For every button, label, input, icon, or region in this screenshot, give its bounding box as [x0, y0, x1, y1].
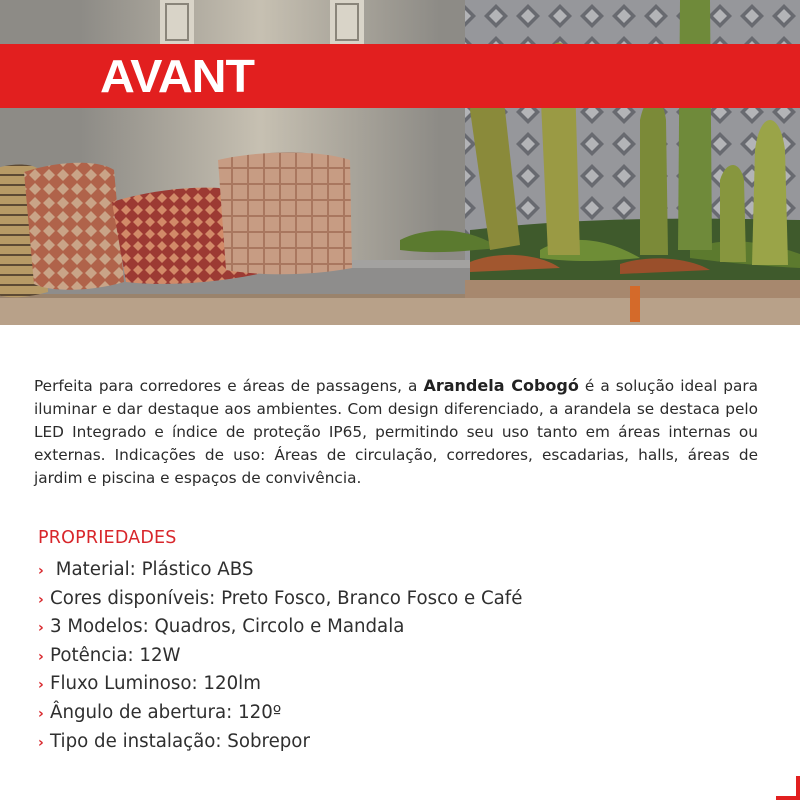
- property-material: › Material: Plástico ABS: [38, 556, 522, 585]
- property-beam-angle: › Ângulo de abertura: 120º: [38, 699, 522, 728]
- chevron-right-icon: ›: [38, 620, 44, 637]
- property-models: › 3 Modelos: Quadros, Circolo e Mandala: [38, 613, 522, 642]
- description-body: é a solução ideal para iluminar e dar destaque aos ambientes. Com design diferenciado, a arandela se destaca pelo LED Integrado e índice de proteção IP65, permitindo seu uso tanto em áreas internas ou externas. Indicações de uso: Áreas de circulação, corredores, escadarias, halls, áreas de jardim e piscina e espaços de convivência.: [34, 377, 758, 487]
- properties-heading: PROPRIEDADES: [38, 528, 177, 548]
- chevron-right-icon: ›: [38, 734, 44, 751]
- property-power: › Potência: 12W: [38, 642, 522, 671]
- property-installation: › Tipo de instalação: Sobrepor: [38, 728, 522, 757]
- chevron-right-icon: ›: [38, 591, 44, 608]
- property-luminous-flux: › Fluxo Luminoso: 120lm: [38, 670, 522, 699]
- properties-list: [38, 556, 522, 756]
- description-intro: Perfeita para corredores e áreas de passagens, a: [34, 377, 424, 395]
- chevron-right-icon: ›: [38, 563, 44, 579]
- brand-banner: [0, 44, 800, 108]
- avant-logo: AVANT: [100, 50, 254, 102]
- corner-accent: [774, 774, 800, 800]
- product-description: [34, 374, 758, 490]
- property-colors: › Cores disponíveis: Preto Fosco, Branco Fosco e Café: [38, 585, 522, 614]
- chevron-right-icon: ›: [38, 648, 44, 665]
- chevron-right-icon: ›: [38, 677, 44, 694]
- chevron-right-icon: ›: [38, 705, 44, 722]
- product-name: Arandela Cobogó: [423, 376, 579, 395]
